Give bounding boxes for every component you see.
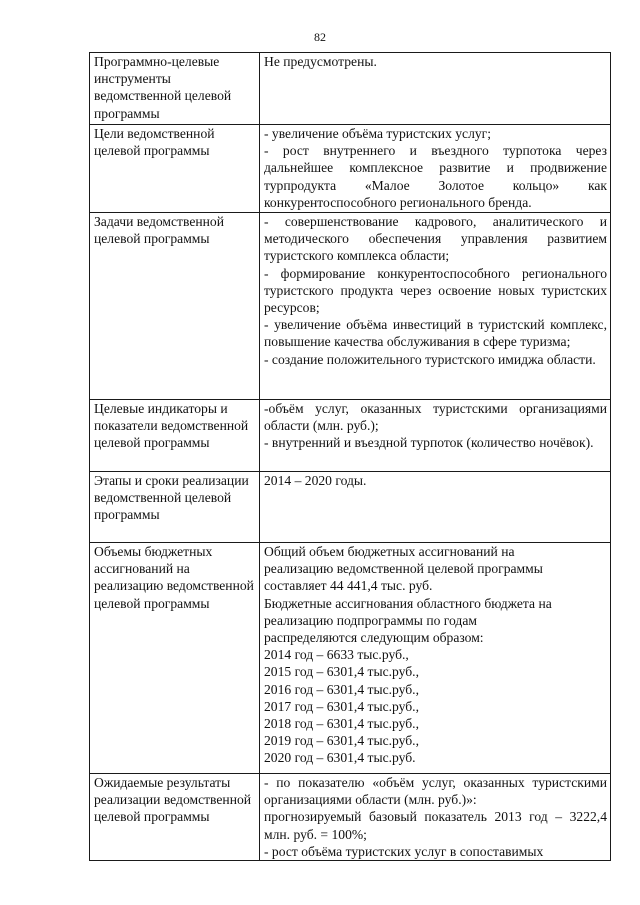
result-item: - рост объёма туристских услуг в сопоставимых bbox=[264, 843, 544, 859]
row-value-results bbox=[260, 774, 611, 861]
page-number: 82 bbox=[314, 30, 326, 44]
budget-year-line: 2018 год – 6301,4 тыс.руб., bbox=[264, 716, 419, 732]
passport-table bbox=[89, 52, 611, 861]
budget-year-line: 2014 год – 6633 тыс.руб., bbox=[264, 647, 409, 663]
result-item: - по показателю «объём услуг, оказанных туристскими организациями области (млн. руб.)»: bbox=[264, 775, 607, 808]
indicator-item: -объём услуг, оказанных туристскими организациями области (млн. руб.); bbox=[264, 401, 607, 434]
table-row bbox=[90, 472, 611, 543]
task-item: - увеличение объёма инвестиций в туристский комплекс, повышение качества обслуживания в сфере туризма; bbox=[264, 317, 607, 350]
budget-line: реализацию ведомственной целевой программы bbox=[264, 561, 543, 577]
table-row bbox=[90, 53, 611, 125]
task-item: - создание положительного туристского имиджа области. bbox=[264, 351, 596, 367]
row-label-budget: Объемы бюджетных ассигнований на реализацию ведомственной целевой программы bbox=[90, 543, 260, 774]
goal-item: - рост внутреннего и въездного турпотока через дальнейшее комплексное развитие и продвижение турпродукта «Малое Золотое кольцо» как конкурентоспособного регионального бренда. bbox=[264, 143, 607, 210]
result-item: прогнозируемый базовый показатель 2013 год – 3222,4 млн. руб. = 100%; bbox=[264, 809, 607, 842]
task-item: - совершенствование кадрового, аналитического и методического обеспечения управления развитием туристского комплекса области; bbox=[264, 214, 607, 264]
budget-line: составляет 44 441,4 тыс. руб. bbox=[264, 578, 433, 594]
row-value-budget bbox=[260, 543, 611, 774]
row-value-stages: 2014 – 2020 годы. bbox=[260, 472, 611, 543]
budget-year-line: 2019 год – 6301,4 тыс.руб., bbox=[264, 733, 419, 749]
row-value-instruments: Не предусмотрены. bbox=[260, 53, 611, 125]
budget-year-line: 2017 год – 6301,4 тыс.руб., bbox=[264, 698, 419, 714]
goal-item: - увеличение объёма туристских услуг; bbox=[264, 126, 492, 141]
row-label-instruments: Программно-целевые инструменты ведомственной целевой программы bbox=[90, 53, 260, 125]
table-row bbox=[90, 774, 611, 861]
budget-year-line: 2015 год – 6301,4 тыс.руб., bbox=[264, 664, 419, 680]
row-value-indicators bbox=[260, 400, 611, 472]
row-value-tasks bbox=[260, 213, 611, 400]
row-label-goals: Цели ведомственной целевой программы bbox=[90, 125, 260, 213]
row-label-results: Ожидаемые результаты реализации ведомственной целевой программы bbox=[90, 774, 260, 861]
indicator-item: - внутренний и въездной турпоток (количество ночёвок). bbox=[264, 435, 594, 451]
row-label-stages: Этапы и сроки реализации ведомственной целевой программы bbox=[90, 472, 260, 543]
row-label-indicators: Целевые индикаторы и показатели ведомственной целевой программы bbox=[90, 400, 260, 472]
table-row bbox=[90, 543, 611, 774]
table-row bbox=[90, 213, 611, 400]
budget-year-line: 2020 год – 6301,4 тыс.руб. bbox=[264, 750, 416, 766]
table-row bbox=[90, 400, 611, 472]
budget-line: Бюджетные ассигнования областного бюджета на bbox=[264, 595, 552, 611]
row-label-tasks: Задачи ведомственной целевой программы bbox=[90, 213, 260, 400]
budget-line: Общий объем бюджетных ассигнований на bbox=[264, 544, 515, 559]
row-value-goals bbox=[260, 125, 611, 213]
table-row bbox=[90, 125, 611, 213]
task-item: - формирование конкурентоспособного регионального туристского продукта через освоение новых туристских ресурсов; bbox=[264, 265, 607, 316]
budget-line: реализацию подпрограммы по годам bbox=[264, 612, 477, 628]
budget-year-line: 2016 год – 6301,4 тыс.руб., bbox=[264, 681, 419, 697]
budget-line: распределяются следующим образом: bbox=[264, 630, 484, 646]
